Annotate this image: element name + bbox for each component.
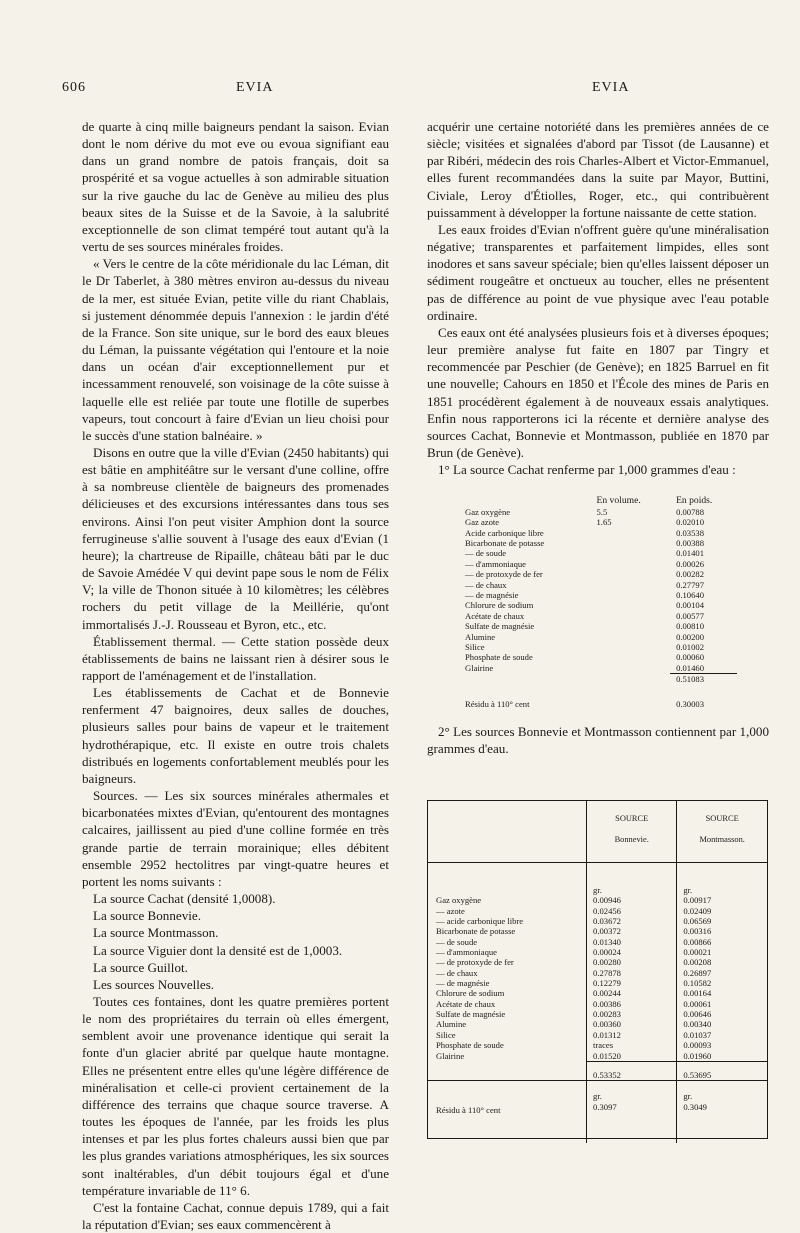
paragraph: Toutes ces fontaines, dont les quatre premières portent le nom des propriétaires du terrain où elles émergent, semblent avoir une provenance identique qui serait la fonte d'un glacier abrité par quelque haute montagne. Elles ne présentent entre elles qu'une légère différence de minéralisation et celle-ci provient certainement de la différence des terrains que chaque source traverse. A toutes les époques de l'année, par les froids les plus intenses et par les plus fortes chaleurs aussi bien que par les plus grandes variations atmosphériques, les six sources sont inaltérables, d'un débit toujours égal et d'une température invariable de 11° 6. (82, 993, 389, 1198)
cachat-analysis-table (465, 496, 737, 709)
table-row: Phosphate de soude 0.00060 (465, 652, 704, 663)
total-row: 0.51083 (465, 674, 737, 685)
residue-row: Résidu à 110° cent gr. 0.3097 gr. 0.3049 (428, 1081, 767, 1144)
paragraph: Établissement thermal. — Cette station possède deux établissements de bains ne laissant rien à désirer sous le rapport de l'aménagement et de l'installation. (82, 633, 389, 683)
paragraph: Disons en outre que la ville d'Evian (2450 habitants) qui est bâtie en amphitéâtre sur le versant d'une colline, offre à sa nombreuse clientèle de baigneurs des promenades délicieuses et des excursions intéressantes dans tous ses environs. Ainsi l'on peut visiter Amphion dont la source ferrugineuse s'allie souvent à l'usage des eaux d'Evian (1 heure); la chartreuse de Ripaille, château bâti par le duc de Savoie Amédée V qui devint pape sous le nom de Félix V; la ville de Thonon située à 10 kilomètres; les célèbres rochers du petit village de la Meillérie, qu'ont immortalisés J.-J. Rousseau et Byron, etc., etc. (82, 444, 389, 632)
column-header-source: SOURCE (705, 814, 739, 823)
table-header-row (428, 801, 767, 863)
table-row: Chlorure de sodium 0.00244 0.00164 (428, 988, 767, 998)
table-row: Acétate de chaux 0.00577 (465, 610, 704, 621)
source-item: La source Viguier dont la densité est de 1,0003. (93, 942, 343, 958)
total-row: 0.53352 0.53695 (428, 1061, 767, 1080)
running-head-left: EVIA (236, 80, 274, 95)
paragraph: Ces eaux ont été analysées plusieurs fois et à diverses époques; leur première analyse fut faite en 1807 par Tingry et recommencée par Peschier (de Genève); en 1825 Barruel en fit une nouvelle; Cahours en 1850 et l'École des mines de Paris en 1851 procédèrent également à de nouveaux essais analytiques. Enfin nous rapporterons ici la récente et dernière analyse des sources Cachat, Bonnevie et Montmasson, publiée en 1870 par Brun (de Genève). (427, 324, 769, 460)
source-item: La source Guillot. (93, 959, 188, 975)
table-row: Acétate de chaux 0.00386 0.00061 (428, 999, 767, 1009)
table-row: — de protoxyde de fer 0.00282 (465, 569, 704, 580)
running-head-right: EVIA (592, 80, 630, 95)
paragraph: « Vers le centre de la côte méridionale du lac Léman, dit le Dr Taberlet, à 380 mètres environ au-dessus du niveau de la mer, est située Evian, petite ville du riant Chablais, si justement dénommée depuis l'annexion : le jardin d'été de la France. Son site unique, sur le bord des eaux bleues du Léman, la puissante végétation qui l'entoure et la noie dans un océan d'air exceptionnellement pur et incessamment renouvelé, son voisinage de la côte suisse à laquelle elle est reliée par toute une flotille de superbes vapeurs, tout concourt à faire d'Evian un lieu choisi pour le succès d'une station balnéaire. » (82, 256, 389, 443)
residue-row: Résidu à 110° cent 0.30003 (465, 698, 704, 709)
table-row: Glairine 0.01460 (465, 662, 704, 674)
table-row: Bicarbonate de potasse 0.00372 0.00316 (428, 926, 767, 936)
table-row: — azote 0.02456 0.02409 (428, 906, 767, 916)
table-row: — de chaux 0.27797 (465, 579, 704, 590)
unit-row: gr. gr. (428, 863, 767, 896)
table-row: Alumine 0.00200 (465, 631, 704, 642)
paragraph: 1° La source Cachat renferme par 1,000 grammes d'eau : (438, 462, 736, 478)
paragraph: C'est la fontaine Cachat, connue depuis 1789, qui a fait la réputation d'Evian; ses eaux commencèrent à (82, 1199, 389, 1232)
source-item: La source Bonnevie. (93, 908, 201, 924)
source-item: La source Cachat (densité 1,0008). (93, 891, 276, 907)
table-row: Alumine 0.00360 0.00340 (428, 1019, 767, 1029)
table-row: — de magnésie 0.12279 0.10582 (428, 978, 767, 988)
right-column (427, 118, 769, 757)
column-header-bonnevie: Bonnevie. (614, 834, 649, 844)
column-header-volume: En volume. (596, 495, 641, 507)
table-row: — d'ammoniaque 0.00024 0.00021 (428, 947, 767, 957)
table-row: Silice 0.01312 0.01037 (428, 1030, 767, 1040)
table-row: Acide carbonique libre 0.03538 (465, 527, 704, 538)
table-row: Sulfate de magnésie 0.00810 (465, 621, 704, 632)
paragraph: 2° Les sources Bonnevie et Montmasson contiennent par 1,000 grammes d'eau. (427, 724, 769, 757)
table-row: Sulfate de magnésie 0.00283 0.00646 (428, 1009, 767, 1019)
left-column (82, 118, 389, 1233)
paragraph: Les eaux froides d'Evian n'offrent guère qu'une minéralisation négative; transparentes et parfaitement limpides, elles sont inodores et sans saveur spéciale; bien qu'elles laissent déposer un sédiment rougeâtre et onctueux au toucher, elles ne présentent pas de différence au point de vue physique avec l'eau potable ordinaire. (427, 221, 769, 323)
table-row: Gaz oxygène 5.5 0.00788 (465, 506, 704, 517)
column-header-poids: En poids. (676, 495, 713, 507)
table-row: — de chaux 0.27878 0.26897 (428, 968, 767, 978)
table-row: — de soude 0.01340 0.00866 (428, 937, 767, 947)
bonnevie-montmasson-table (427, 800, 768, 1139)
paragraph: Sources. — Les six sources minérales athermales et bicarbonatées mixtes d'Evian, qu'entourent des montagnes calcaires, jaillissent au pied d'une colline formée en très grande partie de terrain morainique; elles débitent ensemble 2952 hectolitres par vingt-quatre heures et portent les noms suivants : (82, 788, 389, 889)
table-row: — de magnésie 0.10640 (465, 589, 704, 600)
paragraph: de quarte à cinq mille baigneurs pendant la saison. Evian dont le nom dérive du mot eve ou evoua signifiant eau dans un grand nombre de patois français, doit sa prospérité et sa vogue actuelles à son admirable situation sur la rive gauche du lac de Genève au milieu des plus beaux sites de la Suisse et de la Savoie, à la salubrité exceptionnelle de son climat tempéré tout autant qu'à la vertu de ses sources minérales froides. (82, 119, 389, 255)
table-row: — de soude 0.01401 (465, 548, 704, 559)
table-row: Phosphate de soude traces 0.00093 (428, 1040, 767, 1050)
table-row: Gaz oxygène 0.00946 0.00917 (428, 895, 767, 905)
table-row: Chlorure de sodium 0.00104 (465, 600, 704, 611)
paragraph: Les établissements de Cachat et de Bonnevie renferment 47 baignoires, deux salles de douches, plusieurs salles pour bains de vapeur et le traitement hydrothérapique, etc. Il existe en outre trois chalets distribués en logements confortablement meublés pour les baigneurs. (82, 685, 389, 786)
table-row: — d'ammoniaque 0.00026 (465, 558, 704, 569)
source-item: La source Montmasson. (93, 925, 219, 941)
table-row: Bicarbonate de potasse 0.00388 (465, 537, 704, 548)
table-row: Gaz azote 1.65 0.02010 (465, 517, 704, 528)
column-header-source: SOURCE (615, 814, 649, 823)
table-row: — de protoxyde de fer 0.00280 0.00208 (428, 957, 767, 967)
table-row: Silice 0.01002 (465, 641, 704, 652)
source-item: Les sources Nouvelles. (93, 976, 215, 992)
paragraph: acquérir une certaine notoriété dans les premières années de ce siècle; visitées et signalées d'abord par Tissot (de Lausanne) et par Ribéri, médecin des rois Charles-Albert et Victor-Emmanuel, elles furent recommandées dans la suite par Mayor, Buttini, Civiale, Leroy d'Étiolles, Roger, etc., qui contribuèrent puissamment à développer la fortune naissante de cette station. (427, 119, 769, 220)
page-number: 606 (62, 80, 86, 95)
table-row: Glairine 0.01520 0.01960 (428, 1051, 767, 1062)
table-row: — acide carbonique libre 0.03672 0.06569 (428, 916, 767, 926)
column-header-montmasson: Montmasson. (699, 834, 745, 844)
